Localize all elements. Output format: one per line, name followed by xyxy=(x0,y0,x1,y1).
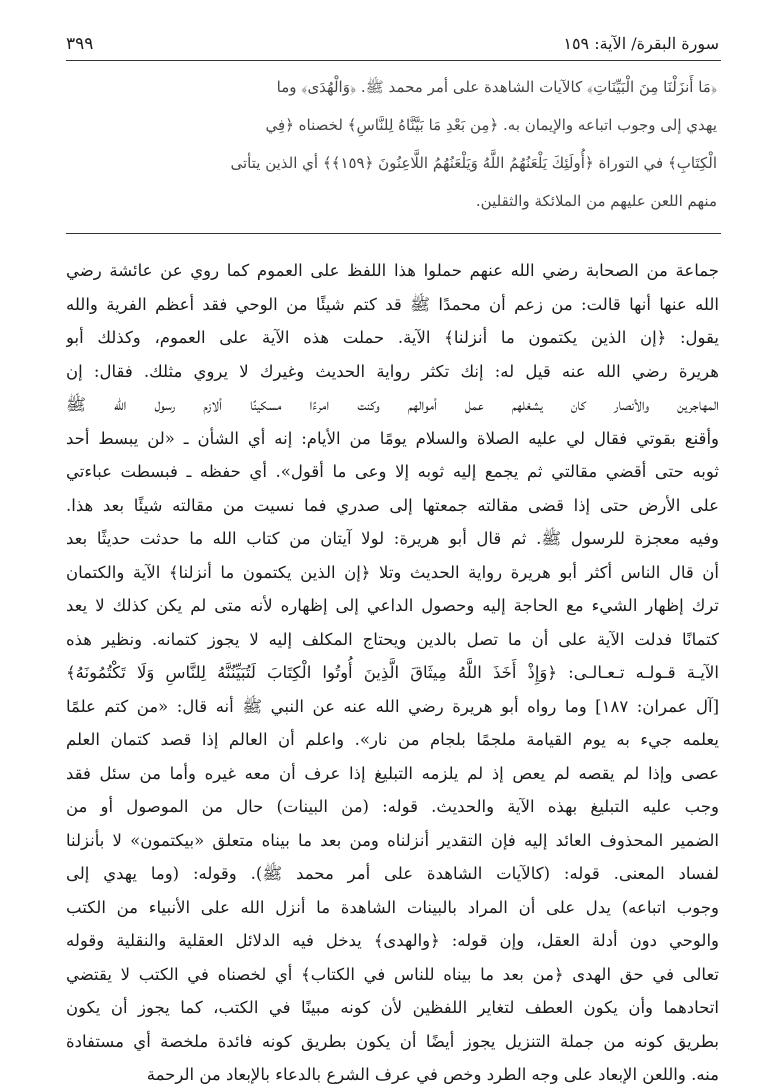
box-line: الْكِتَابِ﴾ في التوراة ﴿أُولَئِكَ يَلْعَنُهُمُ اللَّهُ وَيَلْعَنُهُمُ اللَّاعِنُونَ ﴿١٥٩﴾﴾ أي الذين يتأتى xyxy=(230,154,717,172)
text-line: والوحي دون أدلة العقل، وإن قوله: ﴿والهدى﴾ يدخل فيه الدلائل العقلية والنقلية وقوله xyxy=(66,931,719,950)
text-line: يقول: ﴿إن الذين يكتمون ما أنزلنا﴾ الآية. حملت هذه الآية على العموم، وكذلك أبو xyxy=(66,328,719,347)
text-line: اتحادهما وأن يكون العطف لتغاير اللفظين لأن كونه مبينًا في الكتب، كما يجوز أن يكون xyxy=(66,998,719,1017)
text-line: على الأرض حتى إذا قضى مقالته جمعتها إلى صدري فما نسيت من مقالته شيئًا بعد هذا. xyxy=(66,495,719,515)
page-number: ٣٩٩ xyxy=(66,34,94,54)
text-line: المهاجرين والأنصار كان يشغلهم عمل أموالهم وكنت امرءًا مسكينًا ألازم رسول الله ﷺ xyxy=(66,395,719,414)
text-line: بطريق كونه من جملة التنزيل يجوز أيضًا أن يكون بطريق كونه فائدة ملخصة أي مستفادة xyxy=(66,1031,719,1051)
text-line: لفساد المعنى. قوله: (كالآيات الشاهدة على أمر محمد ﷺ). وقوله: (وما يهدي إلى xyxy=(66,864,719,883)
text-line: الله عنها أنها قالت: من زعم أن محمدًا ﷺ قد كتم شيئًا من الوحي فقد أعظم الفرية والله xyxy=(66,294,719,314)
text-line: الآيـة قـولـه تـعـالـى: ﴿وَإِذْ أَخَذَ اللَّهُ مِيثَاقَ الَّذِينَ أُوتُوا الْكِتَابَ لَتُبَيِّنُنَّهُ لِلنَّاسِ وَلَا تَكْتُمُونَهُ﴾ xyxy=(66,663,719,682)
text-line: ثوبه حتى أقضي مقالتي ثم يجمع إليه ثوبه إلا وعى ما أقول». أي حفظه ـ فبسطت عباءتي xyxy=(66,462,719,481)
box-line: يهدي إلى وجوب اتباعه والإيمان به. ﴿مِن بَعْدِ مَا بَيَّنَّاهُ لِلنَّاسِ﴾ لخصناه ﴿فِي xyxy=(265,116,717,134)
text-line: وأقنع بقوتي فقال لي عليه الصلاة والسلام يومًا من الأيام: إنه أي الشأن ـ «لن يبسط أحد xyxy=(66,428,719,448)
text-line: منه. واللعن الإبعاد على وجه الطرد وخص في عرف الشرع بالدعاء بالإبعاد من الرحمة xyxy=(146,1065,719,1084)
text-line: تعالى في حق الهدى ﴿من بعد ما بيناه للناس في الكتاب﴾ أي لخصناه في الكتب لا يقتضي xyxy=(66,964,719,984)
running-title: سورة البقرة/ الآية: ١٥٩ xyxy=(563,34,719,53)
text-line: وجب عليه التبليغ بهذه الآية والحديث. قوله: (من البينات) حال من الموصول أو من xyxy=(66,797,719,816)
text-line: هريرة رضي الله عنه قيل له: إنك تكثر رواية الحديث وغيرك لا يروي مثلك. فقال: إن xyxy=(66,361,719,381)
page-header xyxy=(66,30,719,60)
quranic-commentary-box xyxy=(70,68,717,228)
text-line: كتمانًا فدلت الآية على أن ما تصل بالدين ويحتاج المكلف إليه لا يجوز كتمانه. ونظير هذه xyxy=(66,629,719,649)
text-line: عصى وإذا لم يقصه لم يعص إذ لم يلزمه التبليغ إذا عرف أن معه غيره وأما من سئل فقد xyxy=(66,763,719,783)
header-rule xyxy=(66,60,721,61)
text-line: يعلمه جيء به يوم القيامة ملجمًا بلجام من نار». واعلم أن العالم إذا قصد كتمان العلم xyxy=(66,730,719,749)
text-line: [آل عمران: ١٨٧] وما رواه أبو هريرة رضي الله عنه عن النبي ﷺ أنه قال: «من كتم علمًا xyxy=(66,696,719,716)
text-line: جماعة من الصحابة رضي الله عنهم حملوا هذا اللفظ على العموم كما روي عن عائشة رضي xyxy=(66,261,719,280)
text-line: أن قال الناس أكثر أبو هريرة رواية الحديث وتلا ﴿إن الذين يكتمون ما أنزلنا﴾ الآية والكتمان xyxy=(66,562,719,582)
box-line: ﴿مَا أَنزَلْنَا مِنَ الْبَيِّنَاتِ﴾ كالآيات الشاهدة على أمر محمد ﷺ. ﴿وَالْهُدَى﴾ وما xyxy=(276,78,717,96)
section-divider xyxy=(66,233,721,234)
text-line: وفيه معجزة للرسول ﷺ. ثم قال أبو هريرة: لولا آيتان من كتاب الله ما حدثت حديثًا بعد xyxy=(66,529,719,548)
text-line: الضمير المحذوف العائد إليه فإن التقدير أنزلناه ومن بعد ما بيناه متعلق «بيكتمون» لا بأنزلنا xyxy=(66,830,719,850)
box-line: منهم اللعن عليهم من الملائكة والثقلين. xyxy=(475,192,717,210)
text-line: وجوب اتباعه) يدل على أن المراد بالبينات الشاهدة ما أنزل الله على الأنبياء من الكتب xyxy=(66,897,719,917)
text-line: ترك إظهار الشيء مع الحاجة إليه وحصول الداعي إلى إظهاره لأنه متى لم يكن كذلك لا يعد xyxy=(66,596,719,615)
main-text xyxy=(66,254,719,1084)
